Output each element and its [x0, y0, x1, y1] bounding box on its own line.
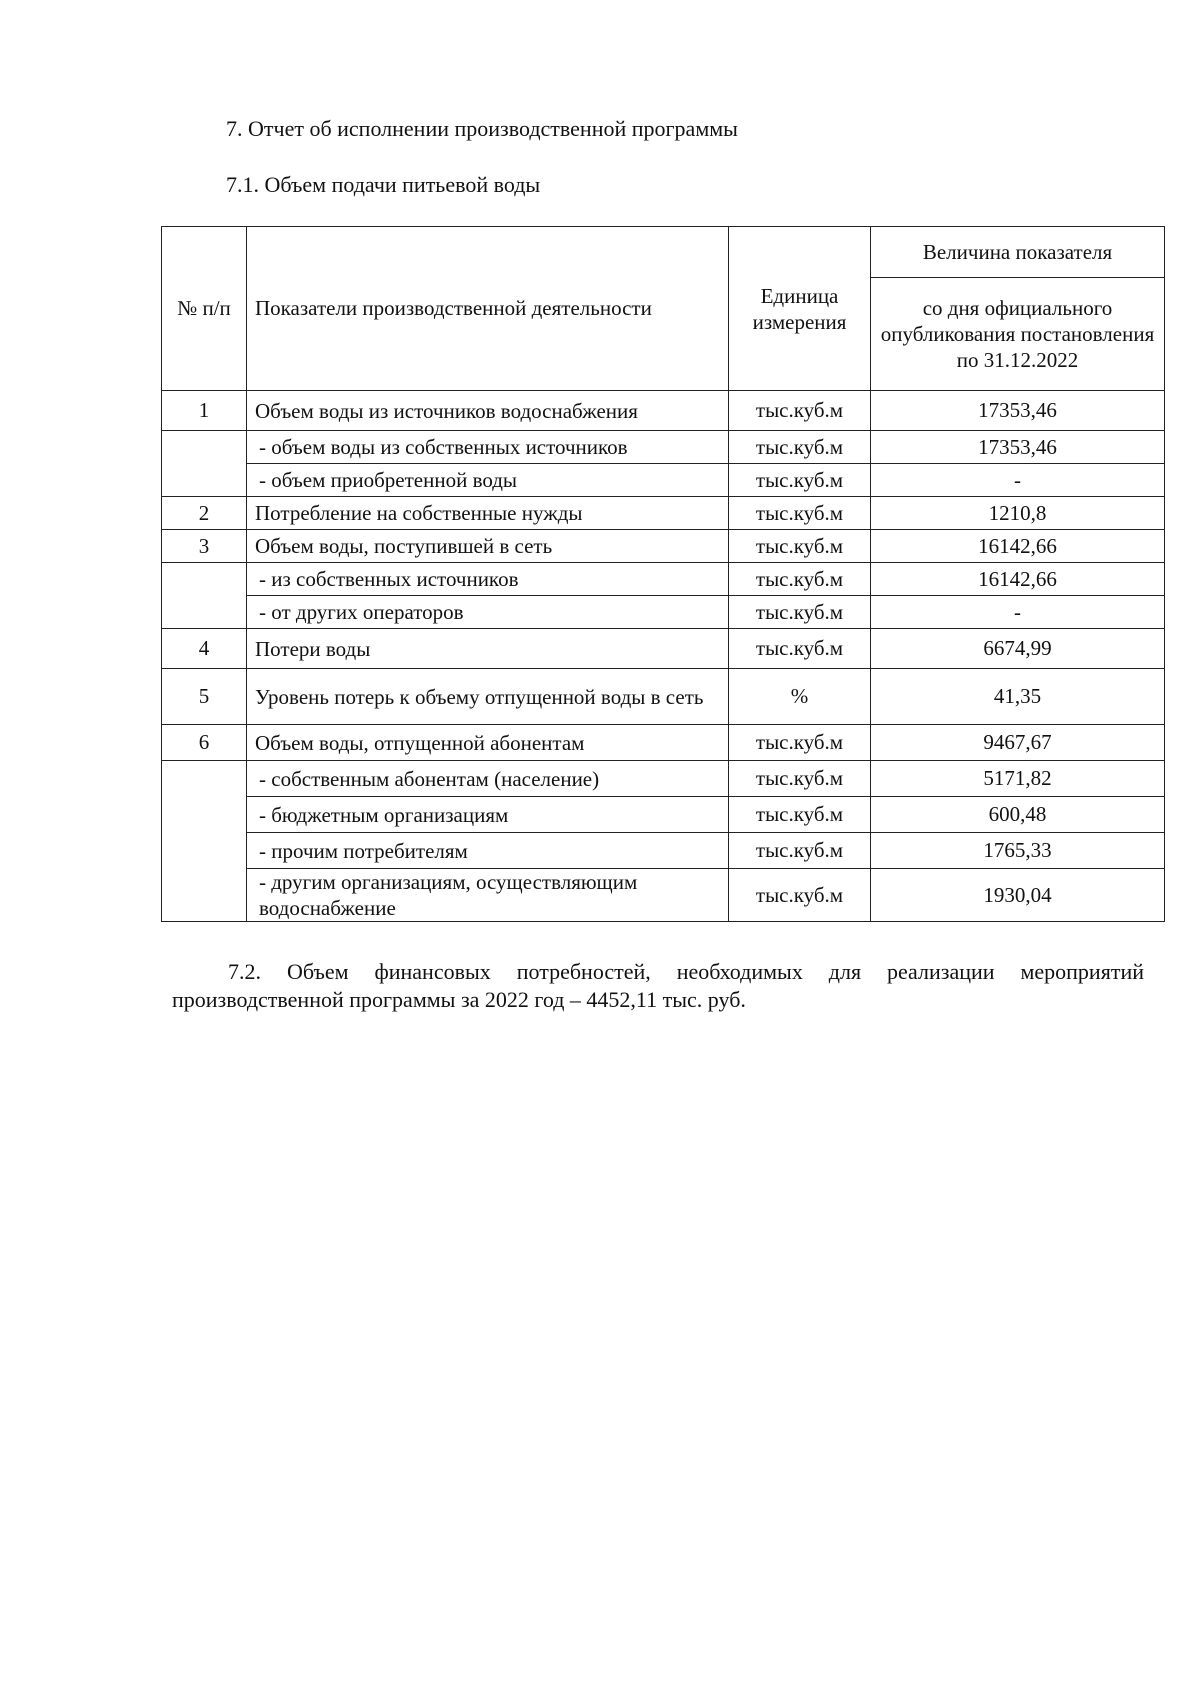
row-unit: %	[729, 669, 871, 725]
row-value: 9467,67	[871, 725, 1165, 761]
production-program-table	[161, 226, 1165, 922]
row-unit: тыс.куб.м	[729, 761, 871, 797]
row-value: 41,35	[871, 669, 1165, 725]
row-unit: тыс.куб.м	[729, 629, 871, 669]
row-unit: тыс.куб.м	[729, 431, 871, 464]
row-number: 3	[162, 530, 247, 563]
table-row	[162, 530, 1165, 563]
table-header	[162, 227, 1165, 391]
row-indicator: Объем воды из источников водоснабжения	[247, 391, 729, 431]
header-value-period: со дня официального опубликования постановления по 31.12.2022	[871, 278, 1165, 391]
row-unit: тыс.куб.м	[729, 497, 871, 530]
header-number: № п/п	[162, 227, 247, 391]
row-value: 600,48	[871, 797, 1165, 833]
table-row	[162, 761, 1165, 797]
row-indicator: - другим организациям, осуществляющим водоснабжение	[247, 869, 729, 922]
row-value: 16142,66	[871, 563, 1165, 596]
subsection-heading: 7.1. Объем подачи питьевой воды	[226, 172, 541, 197]
row-indicator: - объем приобретенной воды	[247, 464, 729, 497]
row-number: 5	[162, 669, 247, 725]
row-value: 1930,04	[871, 869, 1165, 922]
financial-needs-paragraph	[172, 958, 1144, 1014]
row-unit: тыс.куб.м	[729, 464, 871, 497]
table-row	[162, 725, 1165, 761]
row-indicator: - прочим потребителям	[247, 833, 729, 869]
table-row	[162, 596, 1165, 629]
row-indicator: - из собственных источников	[247, 563, 729, 596]
row-unit: тыс.куб.м	[729, 725, 871, 761]
row-indicator: Объем воды, отпущенной абонентам	[247, 725, 729, 761]
row-unit: тыс.куб.м	[729, 530, 871, 563]
section-heading: 7. Отчет об исполнении производственной программы	[226, 116, 738, 141]
row-number: 6	[162, 725, 247, 761]
row-unit: тыс.куб.м	[729, 391, 871, 431]
table-row	[162, 391, 1165, 431]
row-value: 1765,33	[871, 833, 1165, 869]
row-indicator: Уровень потерь к объему отпущенной воды в сеть	[247, 669, 729, 725]
row-value: 1210,8	[871, 497, 1165, 530]
table-row	[162, 669, 1165, 725]
row-unit: тыс.куб.м	[729, 797, 871, 833]
header-unit: Единица измерения	[729, 227, 871, 391]
row-value: 17353,46	[871, 391, 1165, 431]
row-number	[162, 431, 247, 497]
row-value: 6674,99	[871, 629, 1165, 669]
row-value: 17353,46	[871, 431, 1165, 464]
financial-needs-text: 7.2. Объем финансовых потребностей, необходимых для реализации мероприятий производственной программы за 2022 год – 4452,11 тыс. руб.	[172, 959, 1144, 1012]
table-row	[162, 869, 1165, 922]
table-row	[162, 797, 1165, 833]
header-indicator: Показатели производственной деятельности	[247, 227, 729, 391]
row-unit: тыс.куб.м	[729, 833, 871, 869]
row-indicator: - объем воды из собственных источников	[247, 431, 729, 464]
table-row	[162, 629, 1165, 669]
header-value-group: Величина показателя	[871, 227, 1165, 278]
row-value: 5171,82	[871, 761, 1165, 797]
row-value: 16142,66	[871, 530, 1165, 563]
row-indicator: - от других операторов	[247, 596, 729, 629]
row-number	[162, 563, 247, 629]
row-number: 2	[162, 497, 247, 530]
table-row	[162, 563, 1165, 596]
table-row	[162, 497, 1165, 530]
table-body	[162, 391, 1165, 922]
row-value: -	[871, 464, 1165, 497]
row-unit: тыс.куб.м	[729, 869, 871, 922]
table-row	[162, 833, 1165, 869]
table-row	[162, 464, 1165, 497]
table-row	[162, 431, 1165, 464]
row-number: 1	[162, 391, 247, 431]
row-number: 4	[162, 629, 247, 669]
row-indicator: Потребление на собственные нужды	[247, 497, 729, 530]
row-indicator: Потери воды	[247, 629, 729, 669]
row-indicator: Объем воды, поступившей в сеть	[247, 530, 729, 563]
row-number	[162, 761, 247, 922]
row-indicator: - собственным абонентам (население)	[247, 761, 729, 797]
row-unit: тыс.куб.м	[729, 596, 871, 629]
row-value: -	[871, 596, 1165, 629]
row-indicator: - бюджетным организациям	[247, 797, 729, 833]
row-unit: тыс.куб.м	[729, 563, 871, 596]
